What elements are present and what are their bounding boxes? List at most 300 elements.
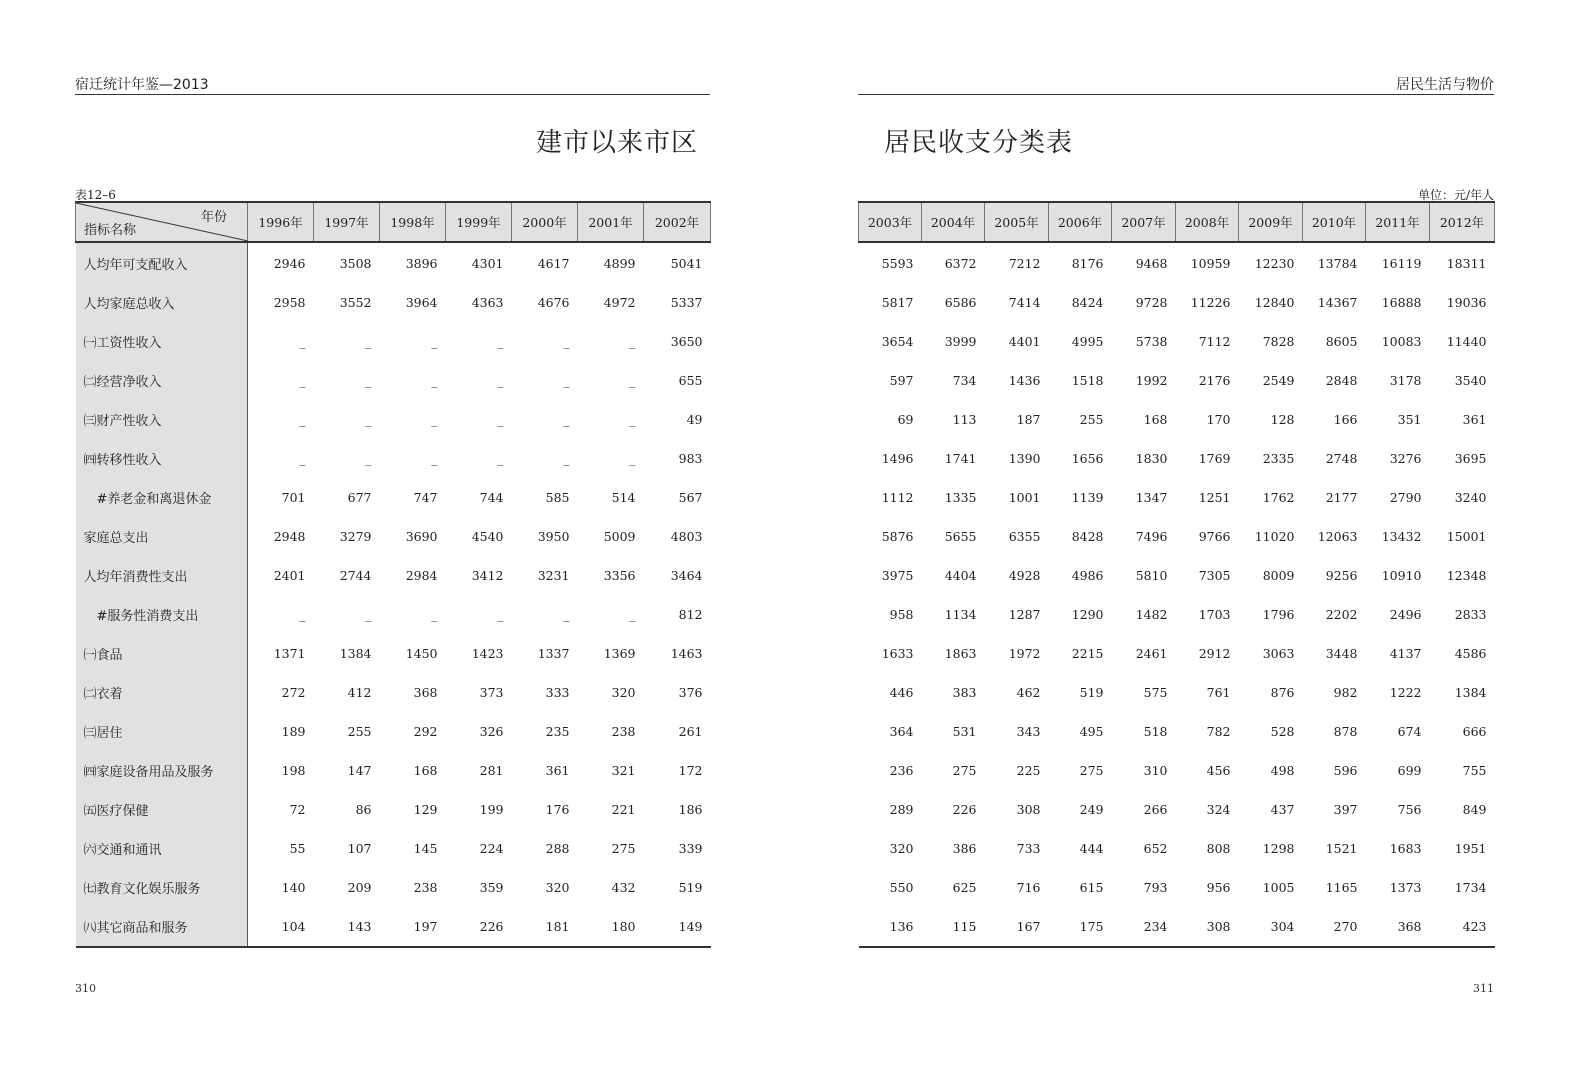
- table-cell: _: [299, 412, 306, 427]
- table-cell: 8176: [1071, 256, 1104, 271]
- table-cell: 198: [281, 763, 306, 778]
- table-cell: 275: [952, 763, 977, 778]
- table-cell: 1251: [1198, 490, 1231, 505]
- table-cell: 5041: [670, 256, 703, 271]
- table-cell: 320: [611, 685, 636, 700]
- table-cell: 1683: [1389, 841, 1422, 856]
- table-cell: 4404: [944, 568, 977, 583]
- table-cell: 304: [1239, 907, 1303, 947]
- table-cell: 2202: [1325, 607, 1358, 622]
- table-cell: 782: [1206, 724, 1231, 739]
- table-cell: 437: [1270, 802, 1295, 817]
- table-cell: 2215: [1071, 646, 1104, 661]
- table-cell: 2461: [1135, 646, 1168, 661]
- table-cell: _: [629, 607, 636, 622]
- left-data-table: [75, 201, 711, 948]
- table-cell: _: [431, 334, 438, 349]
- table-cell: 5876: [881, 529, 914, 544]
- left-page-number: 310: [75, 982, 96, 995]
- row-label: #养老金和离退休金: [76, 478, 248, 517]
- table-cell: 4401: [1008, 334, 1041, 349]
- table-cell: 3964: [405, 295, 438, 310]
- table-cell: 3464: [670, 568, 703, 583]
- table-cell: 292: [413, 724, 438, 739]
- table-cell: 147: [347, 763, 372, 778]
- year-header: 2006年: [1049, 202, 1112, 242]
- table-cell: 462: [1016, 685, 1041, 700]
- table-cell: 3356: [603, 568, 636, 583]
- table-cell: 3063: [1262, 646, 1295, 661]
- table-row: [859, 790, 1495, 829]
- right-header-rule: [858, 94, 1494, 95]
- table-cell: 1796: [1262, 607, 1295, 622]
- table-cell: 2176: [1198, 373, 1231, 388]
- table-cell: 446: [889, 685, 914, 700]
- table-cell: 234: [1112, 907, 1176, 947]
- table-cell: 2748: [1325, 451, 1358, 466]
- table-cell: 5738: [1135, 334, 1168, 349]
- table-row: [859, 595, 1495, 634]
- table-cell: 1496: [881, 451, 914, 466]
- table-cell: 1482: [1135, 607, 1168, 622]
- table-cell: _: [497, 334, 504, 349]
- table-cell: 8605: [1325, 334, 1358, 349]
- table-cell: 1373: [1389, 880, 1422, 895]
- table-cell: 3695: [1454, 451, 1487, 466]
- table-cell: 528: [1270, 724, 1295, 739]
- table-cell: 3950: [537, 529, 570, 544]
- table-cell: 308: [1176, 907, 1239, 947]
- table-cell: 172: [678, 763, 703, 778]
- table-cell: 1139: [1071, 490, 1104, 505]
- right-page-number: 311: [1473, 982, 1494, 995]
- table-cell: 140: [281, 880, 306, 895]
- table-cell: _: [365, 607, 372, 622]
- table-cell: 575: [1143, 685, 1168, 700]
- table-cell: _: [365, 334, 372, 349]
- table-cell: 498: [1270, 763, 1295, 778]
- corner-name-label: 指标名称: [84, 223, 137, 238]
- table-cell: 376: [678, 685, 703, 700]
- table-cell: 1734: [1454, 880, 1487, 895]
- table-cell: _: [365, 412, 372, 427]
- year-header: 2002年: [644, 202, 711, 242]
- table-cell: _: [563, 334, 570, 349]
- table-cell: 326: [479, 724, 504, 739]
- table-cell: 652: [1143, 841, 1168, 856]
- table-cell: 386: [952, 841, 977, 856]
- table-cell: 5655: [944, 529, 977, 544]
- table-cell: 3552: [339, 295, 372, 310]
- table-cell: 1769: [1198, 451, 1231, 466]
- left-running-head: 宿迁统计年鉴—2013: [75, 77, 209, 93]
- table-cell: _: [365, 373, 372, 388]
- table-cell: 12230: [1254, 256, 1295, 271]
- left-table-body: [76, 242, 711, 947]
- table-cell: 1762: [1262, 490, 1295, 505]
- table-cell: 701: [281, 490, 306, 505]
- table-cell: 359: [479, 880, 504, 895]
- table-cell: 1423: [471, 646, 504, 661]
- table-cell: 1656: [1071, 451, 1104, 466]
- table-cell: 19036: [1446, 295, 1487, 310]
- table-cell: 1703: [1198, 607, 1231, 622]
- table-cell: 197: [380, 907, 446, 947]
- right-table-body: [859, 242, 1495, 947]
- table-cell: _: [563, 373, 570, 388]
- table-cell: 3508: [339, 256, 372, 271]
- table-cell: 7414: [1008, 295, 1041, 310]
- table-cell: 2549: [1262, 373, 1295, 388]
- table-cell: 1337: [537, 646, 570, 661]
- table-cell: 255: [1079, 412, 1104, 427]
- row-label: ㈡经营净收入: [76, 361, 248, 400]
- table-cell: 270: [1303, 907, 1366, 947]
- table-cell: 756: [1397, 802, 1422, 817]
- table-cell: _: [299, 607, 306, 622]
- table-cell: 168: [1143, 412, 1168, 427]
- table-row: [76, 673, 711, 712]
- table-cell: 567: [678, 490, 703, 505]
- table-row: [859, 712, 1495, 751]
- table-cell: 49: [686, 412, 703, 427]
- table-cell: 10959: [1190, 256, 1231, 271]
- table-cell: 199: [479, 802, 504, 817]
- table-cell: 1521: [1325, 841, 1358, 856]
- table-cell: 397: [1333, 802, 1358, 817]
- table-cell: 18311: [1446, 256, 1487, 271]
- table-cell: 4899: [603, 256, 636, 271]
- table-cell: 1369: [603, 646, 636, 661]
- table-cell: 266: [1143, 802, 1168, 817]
- table-row: [76, 283, 711, 322]
- table-cell: 3412: [471, 568, 504, 583]
- table-cell: 4363: [471, 295, 504, 310]
- table-cell: 5593: [881, 256, 914, 271]
- table-cell: 1165: [1325, 880, 1358, 895]
- table-cell: 456: [1206, 763, 1231, 778]
- table-cell: 321: [611, 763, 636, 778]
- table-cell: 187: [1016, 412, 1041, 427]
- table-cell: 186: [678, 802, 703, 817]
- row-label: 人均家庭总收入: [76, 283, 248, 322]
- table-cell: 7212: [1008, 256, 1041, 271]
- table-cell: 176: [545, 802, 570, 817]
- table-cell: _: [563, 412, 570, 427]
- table-cell: 596: [1333, 763, 1358, 778]
- table-cell: 432: [611, 880, 636, 895]
- table-cell: 519: [678, 880, 703, 895]
- table-cell: _: [629, 334, 636, 349]
- table-cell: 808: [1206, 841, 1231, 856]
- row-label: ㈧其它商品和服务: [76, 907, 248, 947]
- table-cell: 320: [889, 841, 914, 856]
- table-cell: 677: [347, 490, 372, 505]
- table-cell: 412: [347, 685, 372, 700]
- year-header: 2007年: [1112, 202, 1176, 242]
- table-cell: 72: [289, 802, 306, 817]
- year-header: 1996年: [248, 202, 314, 242]
- table-cell: 747: [413, 490, 438, 505]
- table-cell: 1992: [1135, 373, 1168, 388]
- table-cell: _: [299, 334, 306, 349]
- row-label: ㈢财产性收入: [76, 400, 248, 439]
- table-row: [76, 439, 711, 478]
- table-cell: 5337: [670, 295, 703, 310]
- table-row: [859, 868, 1495, 907]
- table-row: [859, 751, 1495, 790]
- table-cell: 4995: [1071, 334, 1104, 349]
- table-cell: 145: [413, 841, 438, 856]
- table-cell: 761: [1206, 685, 1231, 700]
- table-cell: 4540: [471, 529, 504, 544]
- table-cell: 373: [479, 685, 504, 700]
- table-cell: 55: [289, 841, 306, 856]
- table-cell: 12063: [1317, 529, 1358, 544]
- table-cell: 4617: [537, 256, 570, 271]
- table-cell: 249: [1079, 802, 1104, 817]
- table-cell: 10083: [1381, 334, 1422, 349]
- table-cell: 550: [889, 880, 914, 895]
- table-cell: 170: [1206, 412, 1231, 427]
- table-cell: 310: [1143, 763, 1168, 778]
- table-cell: 236: [889, 763, 914, 778]
- table-row: [76, 361, 711, 400]
- row-label: 家庭总支出: [76, 517, 248, 556]
- table-cell: 324: [1206, 802, 1231, 817]
- table-cell: 531: [952, 724, 977, 739]
- table-cell: 107: [347, 841, 372, 856]
- table-row: [76, 907, 711, 947]
- row-label: ㈣转移性收入: [76, 439, 248, 478]
- right-running-head: 居民生活与物价: [1396, 77, 1494, 93]
- table-cell: 221: [611, 802, 636, 817]
- year-header: 2011年: [1366, 202, 1430, 242]
- table-cell: 519: [1079, 685, 1104, 700]
- table-cell: 4586: [1454, 646, 1487, 661]
- table-cell: 8424: [1071, 295, 1104, 310]
- table-cell: 2177: [1325, 490, 1358, 505]
- table-row: [76, 517, 711, 556]
- year-header: 2003年: [859, 202, 922, 242]
- table-cell: 518: [1143, 724, 1168, 739]
- table-cell: 3448: [1325, 646, 1358, 661]
- table-cell: 238: [413, 880, 438, 895]
- row-label: ㈠食品: [76, 634, 248, 673]
- table-cell: 255: [347, 724, 372, 739]
- table-cell: _: [563, 607, 570, 622]
- year-header: 2008年: [1176, 202, 1239, 242]
- table-cell: 674: [1397, 724, 1422, 739]
- table-cell: 1390: [1008, 451, 1041, 466]
- row-label: ㈣家庭设备用品及服务: [76, 751, 248, 790]
- table-cell: 3276: [1389, 451, 1422, 466]
- table-cell: 2496: [1389, 607, 1422, 622]
- table-row: [76, 712, 711, 751]
- table-cell: 175: [1049, 907, 1112, 947]
- table-cell: 128: [1270, 412, 1295, 427]
- table-row: [859, 478, 1495, 517]
- table-cell: 1951: [1454, 841, 1487, 856]
- table-cell: 6355: [1008, 529, 1041, 544]
- table-cell: _: [629, 412, 636, 427]
- table-cell: _: [299, 451, 306, 466]
- table-cell: 129: [413, 802, 438, 817]
- year-header: 2004年: [922, 202, 985, 242]
- table-cell: 1222: [1389, 685, 1422, 700]
- table-cell: _: [497, 451, 504, 466]
- table-cell: 16888: [1381, 295, 1422, 310]
- table-row: [859, 322, 1495, 361]
- table-cell: 2744: [339, 568, 372, 583]
- left-header-row: [76, 202, 711, 242]
- table-cell: 1134: [944, 607, 977, 622]
- table-cell: 744: [479, 490, 504, 505]
- table-cell: 1001: [1008, 490, 1041, 505]
- table-cell: 699: [1397, 763, 1422, 778]
- table-cell: _: [365, 451, 372, 466]
- table-cell: 666: [1462, 724, 1487, 739]
- left-title: 建市以来市区: [536, 128, 699, 158]
- table-cell: 288: [545, 841, 570, 856]
- corner-year-label: 年份: [200, 210, 227, 225]
- table-cell: 1290: [1071, 607, 1104, 622]
- table-cell: 261: [678, 724, 703, 739]
- table-cell: 4972: [603, 295, 636, 310]
- table-cell: 10910: [1381, 568, 1422, 583]
- table-cell: 444: [1079, 841, 1104, 856]
- table-cell: 1112: [881, 490, 914, 505]
- table-cell: 1518: [1071, 373, 1104, 388]
- table-cell: 625: [952, 880, 977, 895]
- table-row: [76, 478, 711, 517]
- table-cell: 716: [1016, 880, 1041, 895]
- table-cell: 4986: [1071, 568, 1104, 583]
- table-cell: 281: [479, 763, 504, 778]
- table-cell: _: [497, 607, 504, 622]
- row-label: ㈦教育文化娱乐服务: [76, 868, 248, 907]
- year-header: 2009年: [1239, 202, 1303, 242]
- table-cell: 12840: [1254, 295, 1295, 310]
- table-cell: 339: [678, 841, 703, 856]
- table-cell: 3654: [881, 334, 914, 349]
- table-cell: 2946: [273, 256, 306, 271]
- table-cell: 189: [281, 724, 306, 739]
- table-cell: _: [431, 607, 438, 622]
- table-cell: 333: [545, 685, 570, 700]
- table-cell: 3231: [537, 568, 570, 583]
- year-header: 1999年: [446, 202, 512, 242]
- table-row: [76, 322, 711, 361]
- table-cell: 733: [1016, 841, 1041, 856]
- left-header-rule: [75, 94, 710, 95]
- table-cell: 11020: [1254, 529, 1295, 544]
- row-label: ㈥交通和通讯: [76, 829, 248, 868]
- right-title: 居民收支分类表: [884, 128, 1074, 158]
- table-cell: 149: [644, 907, 711, 947]
- year-header: 1998年: [380, 202, 446, 242]
- table-cell: 5009: [603, 529, 636, 544]
- table-cell: 272: [281, 685, 306, 700]
- table-cell: 3540: [1454, 373, 1487, 388]
- table-cell: 655: [678, 373, 703, 388]
- table-cell: 8428: [1071, 529, 1104, 544]
- table-cell: 361: [545, 763, 570, 778]
- table-cell: 14367: [1317, 295, 1358, 310]
- table-cell: 343: [1016, 724, 1041, 739]
- table-cell: 11440: [1446, 334, 1487, 349]
- table-cell: 7828: [1262, 334, 1295, 349]
- table-row: [76, 556, 711, 595]
- table-row: [76, 400, 711, 439]
- table-cell: 4301: [471, 256, 504, 271]
- table-cell: 167: [985, 907, 1049, 947]
- table-cell: 289: [889, 802, 914, 817]
- table-cell: 368: [1366, 907, 1430, 947]
- table-row: [859, 439, 1495, 478]
- table-row: [76, 634, 711, 673]
- table-cell: 351: [1397, 412, 1422, 427]
- table-cell: 6372: [944, 256, 977, 271]
- table-cell: 3999: [944, 334, 977, 349]
- table-cell: 115: [922, 907, 985, 947]
- table-cell: 13784: [1317, 256, 1358, 271]
- table-cell: 5810: [1135, 568, 1168, 583]
- table-cell: 1972: [1008, 646, 1041, 661]
- table-row: [859, 673, 1495, 712]
- table-cell: 2948: [273, 529, 306, 544]
- table-cell: 514: [611, 490, 636, 505]
- row-label: 人均年消费性支出: [76, 556, 248, 595]
- table-cell: 7496: [1135, 529, 1168, 544]
- table-row: [859, 400, 1495, 439]
- table-cell: 7305: [1198, 568, 1231, 583]
- table-row: [76, 751, 711, 790]
- table-cell: 12348: [1446, 568, 1487, 583]
- table-row: [76, 868, 711, 907]
- table-cell: 235: [545, 724, 570, 739]
- table-cell: 275: [611, 841, 636, 856]
- table-cell: 3279: [339, 529, 372, 544]
- table-cell: 1830: [1135, 451, 1168, 466]
- table-cell: _: [299, 373, 306, 388]
- table-cell: 958: [889, 607, 914, 622]
- table-cell: 226: [446, 907, 512, 947]
- table-cell: 5817: [881, 295, 914, 310]
- table-cell: 275: [1079, 763, 1104, 778]
- table-cell: 734: [952, 373, 977, 388]
- table-cell: 168: [413, 763, 438, 778]
- table-row: [859, 361, 1495, 400]
- table-cell: 6586: [944, 295, 977, 310]
- table-cell: 983: [678, 451, 703, 466]
- table-cell: 1347: [1135, 490, 1168, 505]
- table-cell: 585: [545, 490, 570, 505]
- table-cell: 1741: [944, 451, 977, 466]
- table-cell: 2912: [1198, 646, 1231, 661]
- table-cell: 113: [952, 412, 977, 427]
- table-row: [859, 517, 1495, 556]
- table-cell: 3975: [881, 568, 914, 583]
- table-cell: 3178: [1389, 373, 1422, 388]
- table-cell: 1371: [273, 646, 306, 661]
- table-cell: 9766: [1198, 529, 1231, 544]
- table-cell: 876: [1270, 685, 1295, 700]
- table-row: [859, 907, 1495, 947]
- table-cell: 9256: [1325, 568, 1358, 583]
- table-cell: 368: [413, 685, 438, 700]
- row-label: ㈤医疗保健: [76, 790, 248, 829]
